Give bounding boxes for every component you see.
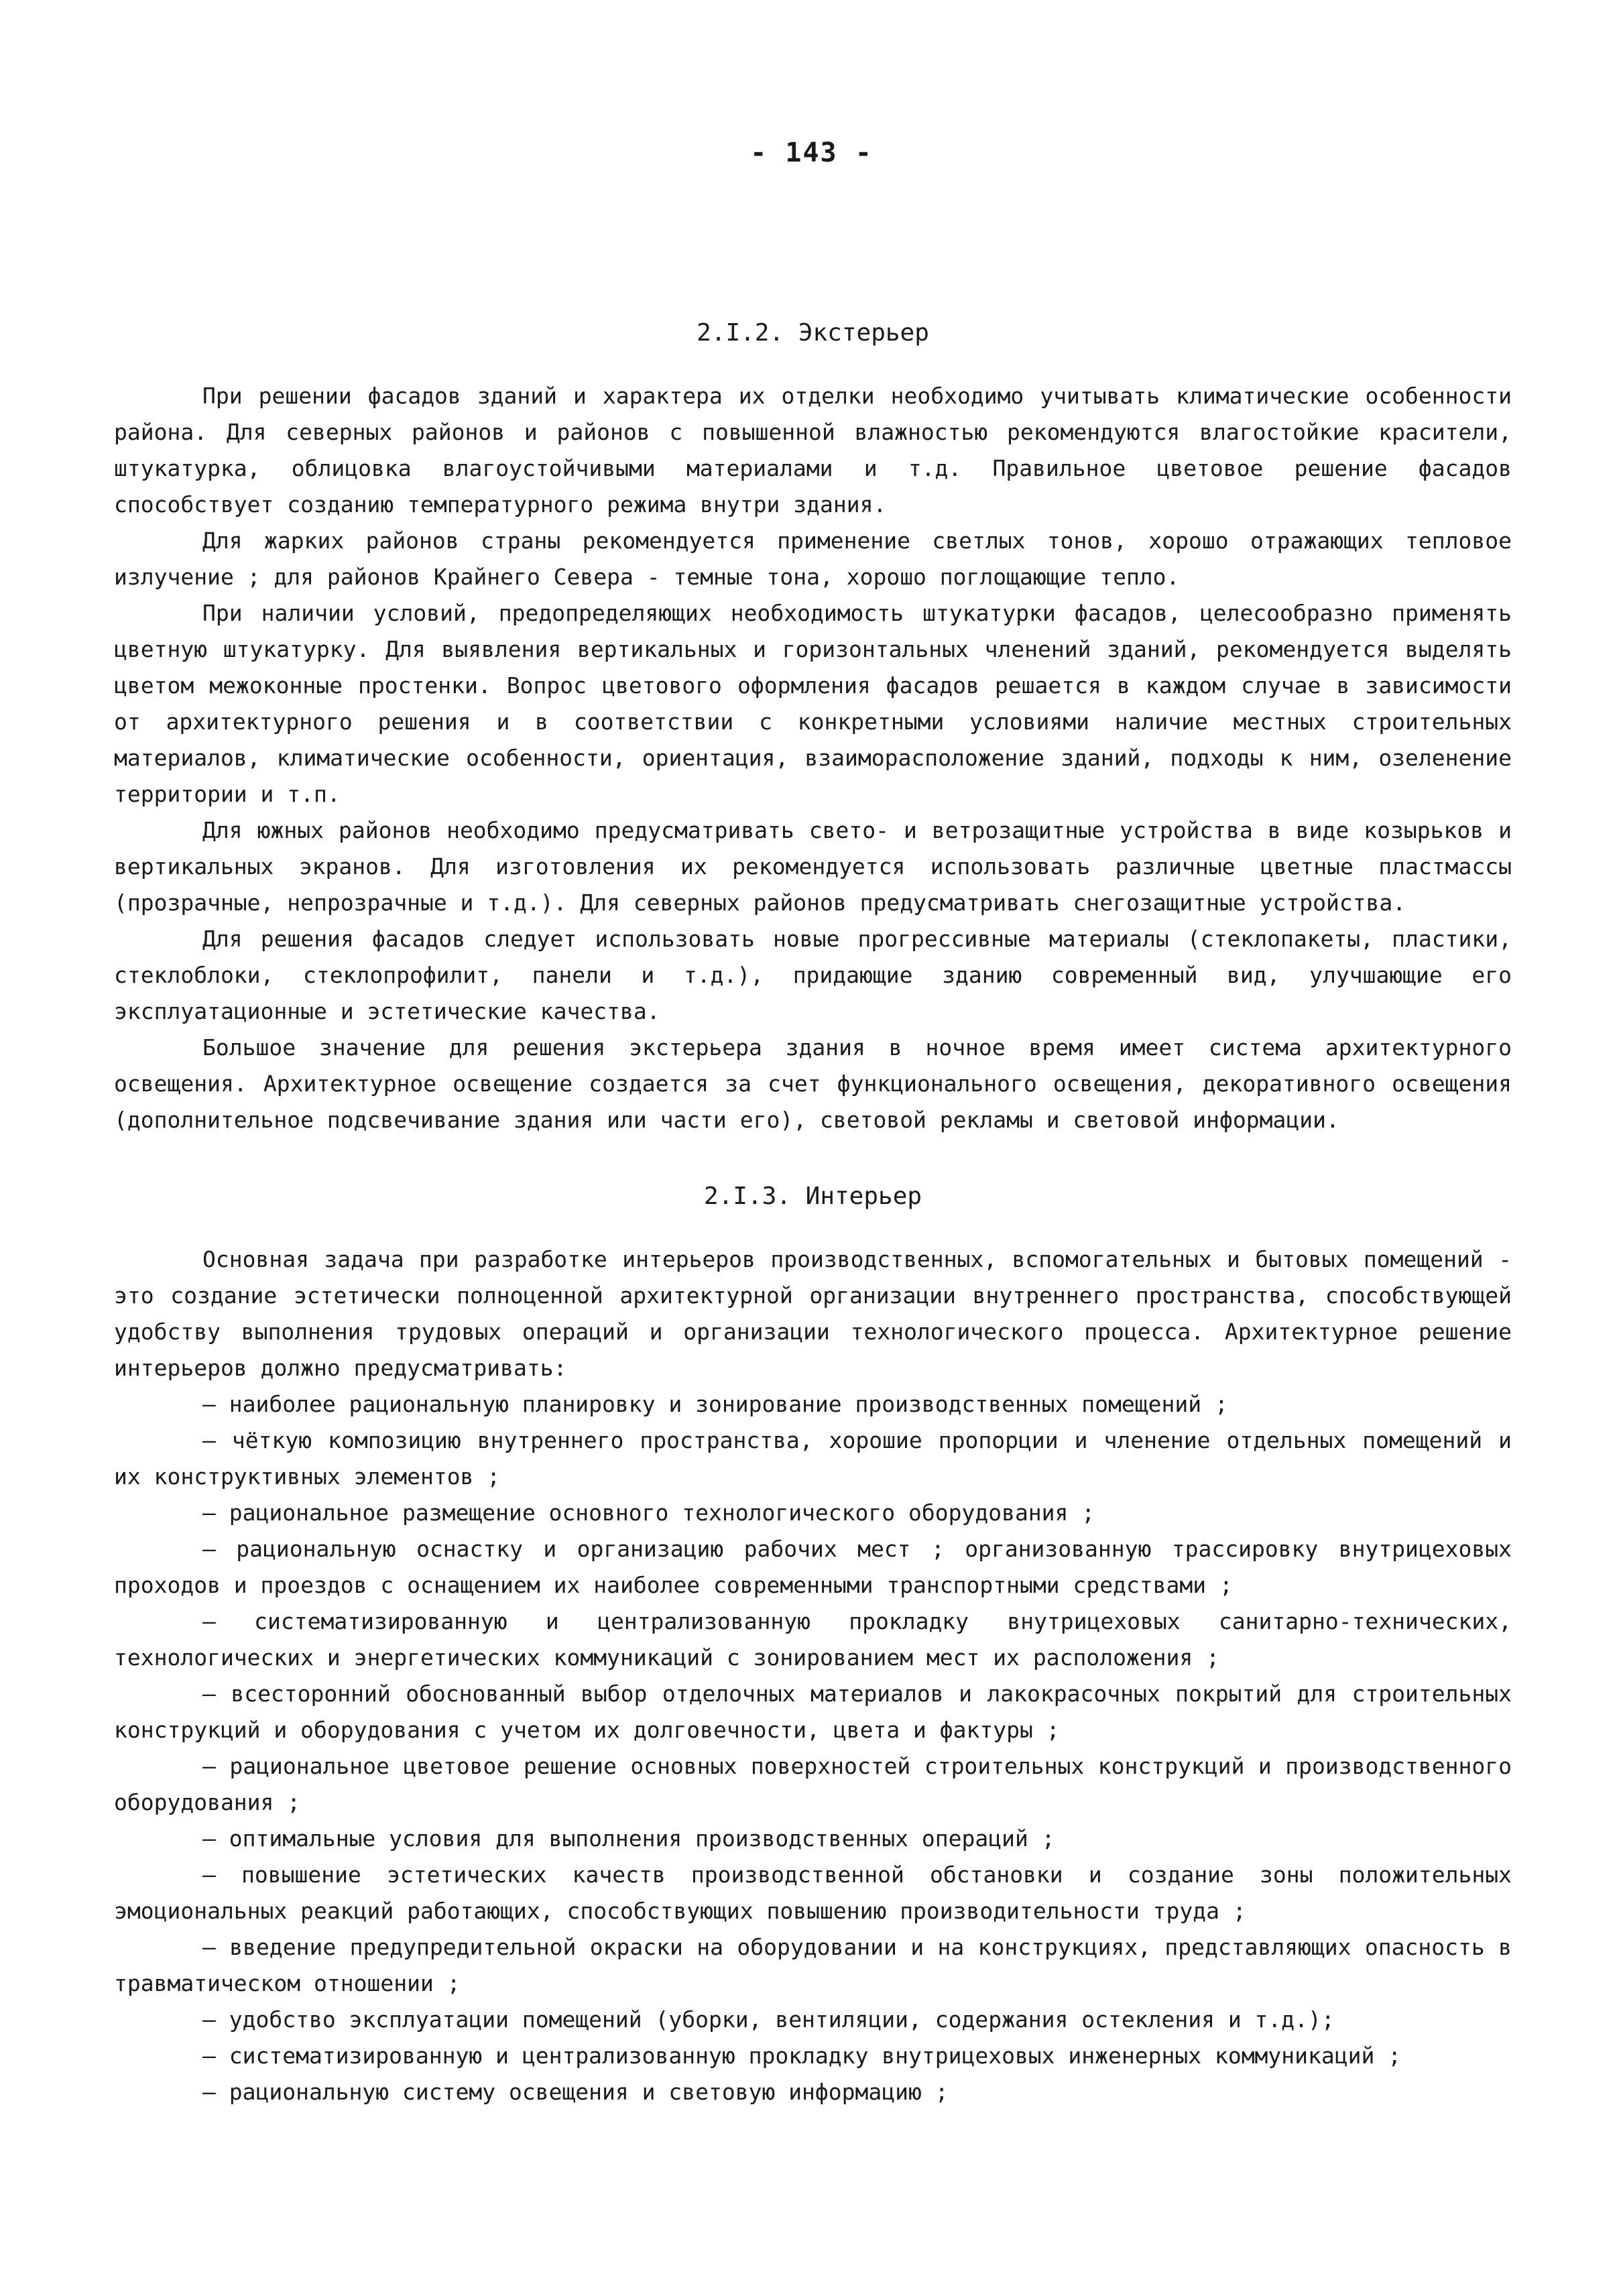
list-item: – всесторонний обоснованный выбор отделочных материалов и лакокрасочных покрытий для строительных конструкций и оборудования с учетом их долговечности, цвета и фактуры ; xyxy=(114,1676,1512,1748)
list-item: – введение предупредительной окраски на оборудовании и на конструкциях, представляющих опасность в травматическом отношении ; xyxy=(114,1929,1512,2002)
paragraph: Большое значение для решения экстерьера здания в ночное время имеет система архитектурного освещения. Архитектурное освещение создается за счет функционального освещения, декоративного освещения (дополнительное подсвечивание здания или части его), световой рекламы и световой информации. xyxy=(114,1034,1512,1133)
paragraph: Для южных районов необходимо предусматривать свето- и ветрозащитные устройства в виде козырьков и вертикальных экранов. Для изготовления их рекомендуется использовать различные цветные пластмассы (прозрачные, непрозрачные и т.д.). Для северных районов предусматривать снегозащитные устройства. xyxy=(114,817,1512,916)
list-item: – рациональную систему освещения и световую информацию ; xyxy=(114,2074,1512,2110)
list-item: – рациональное размещение основного технологического оборудования ; xyxy=(114,1495,1512,1531)
section-exterior xyxy=(114,315,1512,1138)
list-item: – рациональную оснастку и организацию рабочих мест ; организованную трассировку внутрицеховых проходов и проездов с оснащением их наиболее современными транспортными средствами ; xyxy=(114,1531,1512,1604)
list-item: – удобство эксплуатации помещений (уборки, вентиляции, содержания остекления и т.д.); xyxy=(114,2002,1512,2038)
section-interior xyxy=(114,1179,1512,2110)
page-body xyxy=(114,315,1512,2110)
requirements-list xyxy=(114,1386,1512,2110)
list-item: – наиболее рациональную планировку и зонирование производственных помещений ; xyxy=(114,1386,1512,1423)
section-heading-exterior: 2.I.2. Экстерьер xyxy=(697,319,929,347)
paragraph: Основная задача при разработке интерьеров производственных, вспомогательных и бытовых помещений - это создание эстетически полноценной архитектурной организации внутреннего пространства, способствующей удобству выполнения трудовых операций и организации технологического процесса. Архитектурное решение интерьеров должно предусматривать: xyxy=(114,1246,1512,1381)
list-item: – чёткую композицию внутреннего пространства, хорошие пропорции и членение отдельных помещений и их конструктивных элементов ; xyxy=(114,1423,1512,1495)
paragraph: Для жарких районов страны рекомендуется применение светлых тонов, хорошо отражающих тепловое излучение ; для районов Крайнего Севера - темные тона, хорошо поглощающие тепло. xyxy=(114,528,1512,590)
list-item: – оптимальные условия для выполнения производственных операций ; xyxy=(114,1821,1512,1857)
paragraph: При наличии условий, предопределяющих необходимость штукатурки фасадов, целесообразно применять цветную штукатурку. Для выявления вертикальных и горизонтальных членений зданий, рекомендуется выделять цветом межоконные простенки. Вопрос цветового оформления фасадов решается в каждом случае в зависимости от архитектурного решения и в соответствии с конкретными условиями наличие местных строительных материалов, климатические особенности, ориентация, взаиморасположение зданий, подходы к ним, озеленение территории и т.п. xyxy=(114,600,1512,807)
section-heading-interior: 2.I.3. Интерьер xyxy=(703,1183,922,1210)
list-item: – повышение эстетических качеств производственной обстановки и создание зоны положительных эмоциональных реакций работающих, способствующих повышению производительности труда ; xyxy=(114,1857,1512,1929)
list-item: – систематизированную и централизованную прокладку внутрицеховых санитарно-технических, технологических и энергетических коммуникаций с зонированием мест их расположения ; xyxy=(114,1604,1512,1676)
page-number: - 143 - xyxy=(750,137,873,168)
paragraph: Для решения фасадов следует использовать новые прогрессивные материалы (стеклопакеты, пластики, стеклоблоки, стеклопрофилит, панели и т.д.), придающие зданию современный вид, улучшающие его эксплуатационные и эстетические качества. xyxy=(114,926,1512,1024)
list-item: – рациональное цветовое решение основных поверхностей строительных конструкций и производственного оборудования ; xyxy=(114,1748,1512,1821)
list-item: – систематизированную и централизованную прокладку внутрицеховых инженерных коммуникаций ; xyxy=(114,2038,1512,2074)
paragraph: При решении фасадов зданий и характера их отделки необходимо учитывать климатические особенности района. Для северных районов и районов с повышенной влажностью рекомендуются влагостойкие красители, штукатурка, облицовка влагоустойчивыми материалами и т.д. Правильное цветовое решение фасадов способствует созданию температурного режима внутри здания. xyxy=(114,383,1512,518)
